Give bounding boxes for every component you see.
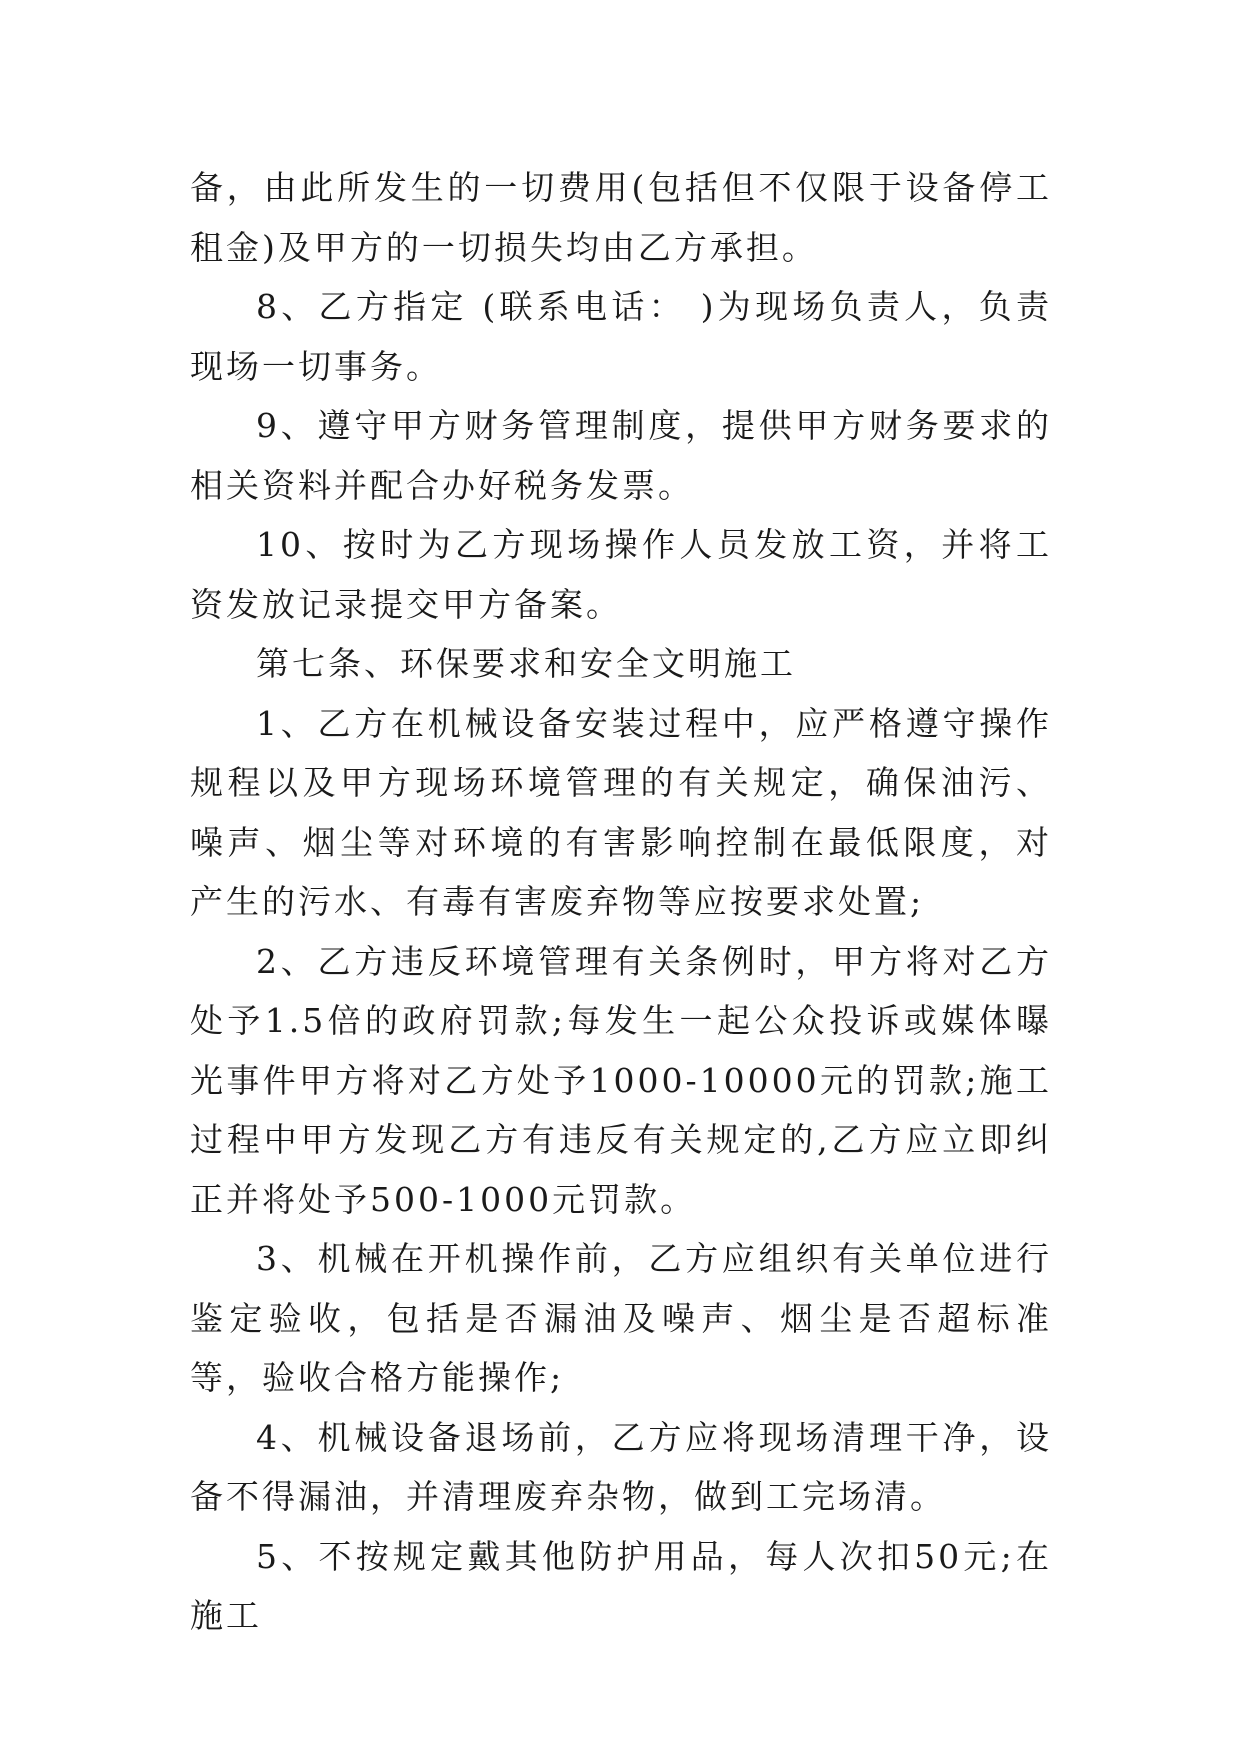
paragraph-item-9: 9、遵守甲方财务管理制度，提供甲方财务要求的相关资料并配合办好税务发票。 — [190, 406, 1052, 505]
document-body — [190, 158, 1052, 1646]
paragraph-article-7-item-1: 1、乙方在机械设备安装过程中，应严格遵守操作规程以及甲方现场环境管理的有关规定，确保油污、噪声、烟尘等对环境的有害影响控制在最低限度，对产生的污水、有毒有害废弃物等应按要求处置; — [190, 703, 1052, 921]
paragraph-continued: 备，由此所发生的一切费用(包括但不仅限于设备停工租金)及甲方的一切损失均由乙方承担。 — [190, 168, 1052, 267]
paragraph-article-7-item-5: 5、不按规定戴其他防护用品，每人次扣50元;在施工 — [190, 1536, 1052, 1635]
paragraph-article-7-item-4: 4、机械设备退场前，乙方应将现场清理干净，设备不得漏油，并清理废弃杂物，做到工完场清。 — [190, 1417, 1052, 1516]
paragraph-item-10: 10、按时为乙方现场操作人员发放工资，并将工资发放记录提交甲方备案。 — [190, 525, 1052, 624]
paragraph-item-8: 8、乙方指定 (联系电话： )为现场负责人，负责现场一切事务。 — [190, 287, 1052, 386]
paragraph-article-7-item-3: 3、机械在开机操作前，乙方应组织有关单位进行鉴定验收，包括是否漏油及噪声、烟尘是否超标准等，验收合格方能操作; — [190, 1239, 1052, 1397]
paragraph-article-7-item-2: 2、乙方违反环境管理有关条例时，甲方将对乙方处予1.5倍的政府罚款;每发生一起公众投诉或媒体曝光事件甲方将对乙方处予1000-10000元的罚款;施工过程中甲方发现乙方有违反有关规定的,乙方应立即纠正并将处予500-1000元罚款。 — [190, 941, 1052, 1219]
article-7-heading: 第七条、环保要求和安全文明施工 — [256, 644, 796, 683]
